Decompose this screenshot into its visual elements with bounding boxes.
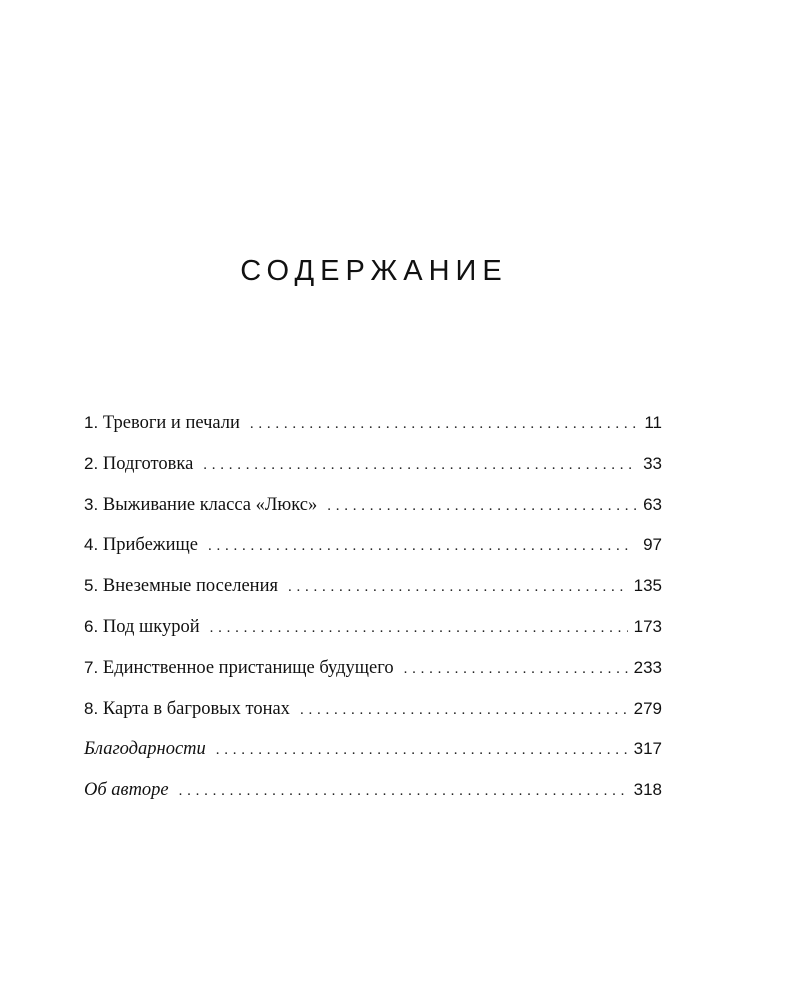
page-number: 33 <box>643 453 662 473</box>
toc-entry <box>84 570 662 611</box>
page-number: 135 <box>633 576 662 596</box>
chapter-title: Внеземные поселения <box>102 576 278 597</box>
toc-entry <box>84 448 662 489</box>
page-number: 318 <box>633 780 662 800</box>
chapter-number: 6. <box>84 616 103 636</box>
about-author-title: Об авторе <box>84 780 169 801</box>
toc-entry <box>84 611 662 652</box>
page-number: 63 <box>643 494 662 514</box>
chapter-number: 7. <box>84 657 103 677</box>
chapter-title: Выживание класса «Люкс» <box>102 494 318 515</box>
dot-leader <box>250 408 636 440</box>
toc-entry <box>84 407 662 448</box>
chapter-number: 1. <box>84 413 103 432</box>
dot-leader <box>210 612 628 644</box>
chapter-title: Карта в багровых тонах <box>102 698 290 719</box>
toc-entry <box>84 529 662 570</box>
chapter-title: Тревоги и печали <box>102 413 240 433</box>
toc-entry <box>84 774 662 815</box>
toc-entry <box>84 489 662 530</box>
dot-leader <box>404 653 628 685</box>
page-number: 279 <box>633 698 662 718</box>
chapter-title: Под шкурой <box>102 616 200 637</box>
chapter-number: 2. <box>84 453 103 473</box>
page-number: 97 <box>643 535 662 555</box>
dot-leader <box>288 571 628 603</box>
table-of-contents <box>84 407 662 815</box>
dot-leader <box>208 530 634 562</box>
toc-entry <box>84 693 662 734</box>
dot-leader <box>203 449 633 481</box>
page-number: 317 <box>633 739 662 759</box>
dot-leader <box>179 775 628 807</box>
dot-leader <box>300 694 628 726</box>
chapter-title: Подготовка <box>102 453 194 474</box>
chapter-title: Единственное пристанище будущего <box>102 657 394 678</box>
dot-leader <box>327 490 637 522</box>
chapter-number: 5. <box>84 576 103 596</box>
chapter-number: 3. <box>84 494 103 514</box>
dot-leader <box>216 734 628 766</box>
chapter-title: Прибежище <box>102 535 198 556</box>
page-number: 173 <box>633 616 662 636</box>
chapter-number: 4. <box>84 535 103 555</box>
toc-entry <box>84 652 662 693</box>
toc-entry <box>84 733 662 774</box>
chapter-number: 8. <box>84 698 103 718</box>
page-number: 233 <box>633 657 662 677</box>
page-title: СОДЕРЖАНИЕ <box>240 255 508 287</box>
acknowledgements-title: Благодарности <box>84 739 206 760</box>
page-number: 11 <box>644 413 662 432</box>
